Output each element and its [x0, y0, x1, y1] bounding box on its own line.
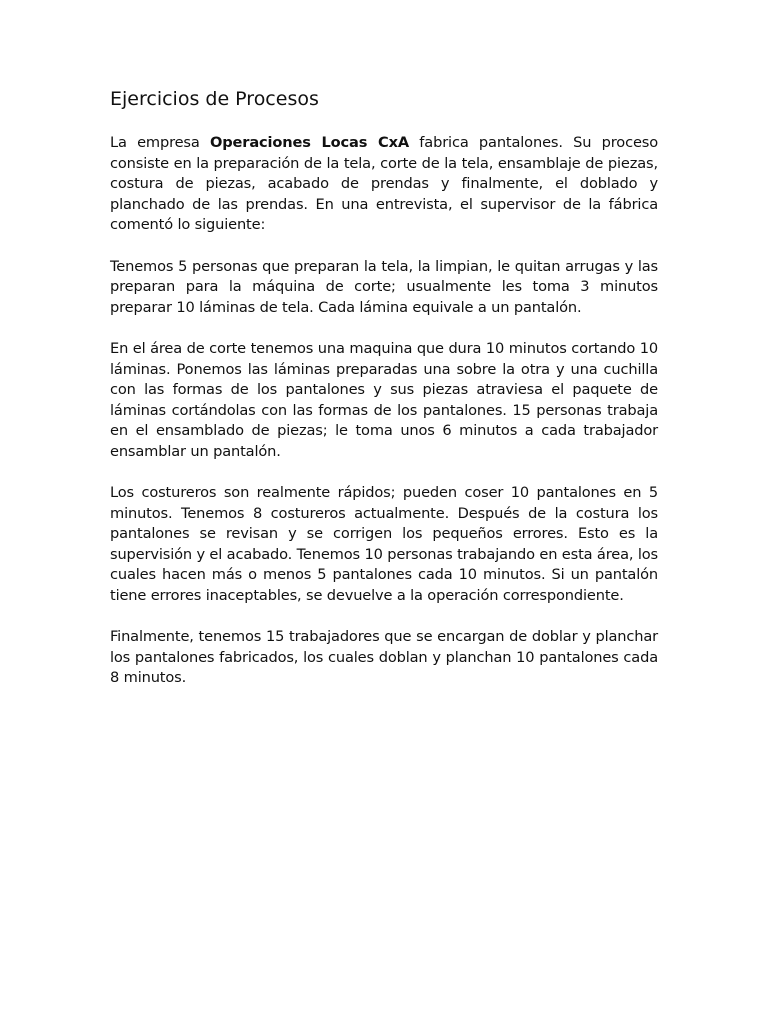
paragraph-cutting: En el área de corte tenemos una maquina que dura 10 minutos cortando 10 láminas. Ponemos las láminas preparadas una sobre la otra y una cuchilla con las formas de los pantalones y sus piezas atraviesa el paquete de láminas cortándolas con las formas de los pantalones. 15 personas trabaja en el ensamblado de piezas; le toma unos 6 minutos a cada trabajador ensamblar un pantalón. — [110, 339, 658, 460]
paragraph-preparation: Tenemos 5 personas que preparan la tela, la limpian, le quitan arrugas y las preparan para la máquina de corte; usualmente les toma 3 minutos preparar 10 láminas de tela. Cada lámina equivale a un pantalón. — [110, 257, 658, 316]
document-title: Ejercicios de Procesos — [110, 88, 319, 110]
paragraph-ironing: Finalmente, tenemos 15 trabajadores que se encargan de doblar y planchar los pantalones fabricados, los cuales doblan y planchan 10 pantalones cada 8 minutos. — [110, 628, 658, 687]
paragraph-sewing: Los costureros son realmente rápidos; pueden coser 10 pantalones en 5 minutos. Tenemos 8 costureros actualmente. Después de la costura los pantalones se revisan y se corrigen los pequeños errores. Esto es la supervisión y el acabado. Tenemos 10 personas trabajando en esta área, los cuales hacen más o menos 5 pantalones cada 10 minutos. Si un pantalón tiene errores inaceptables, se devuelve a la operación correspondiente. — [110, 484, 658, 605]
company-name: Operaciones Locas CxA — [209, 134, 409, 151]
intro-text-before: La empresa — [110, 134, 210, 151]
intro-text-after: fabrica pantalones. Su proceso consiste en la preparación de la tela, corte de la tela, ensamblaje de piezas, costura de piezas, acabado de prendas y finalmente, el doblado y planchado de las prendas. En una entrevista, el supervisor de la fábrica comentó lo siguiente: — [110, 134, 658, 234]
intro-paragraph — [110, 133, 658, 236]
document-body — [110, 86, 658, 710]
